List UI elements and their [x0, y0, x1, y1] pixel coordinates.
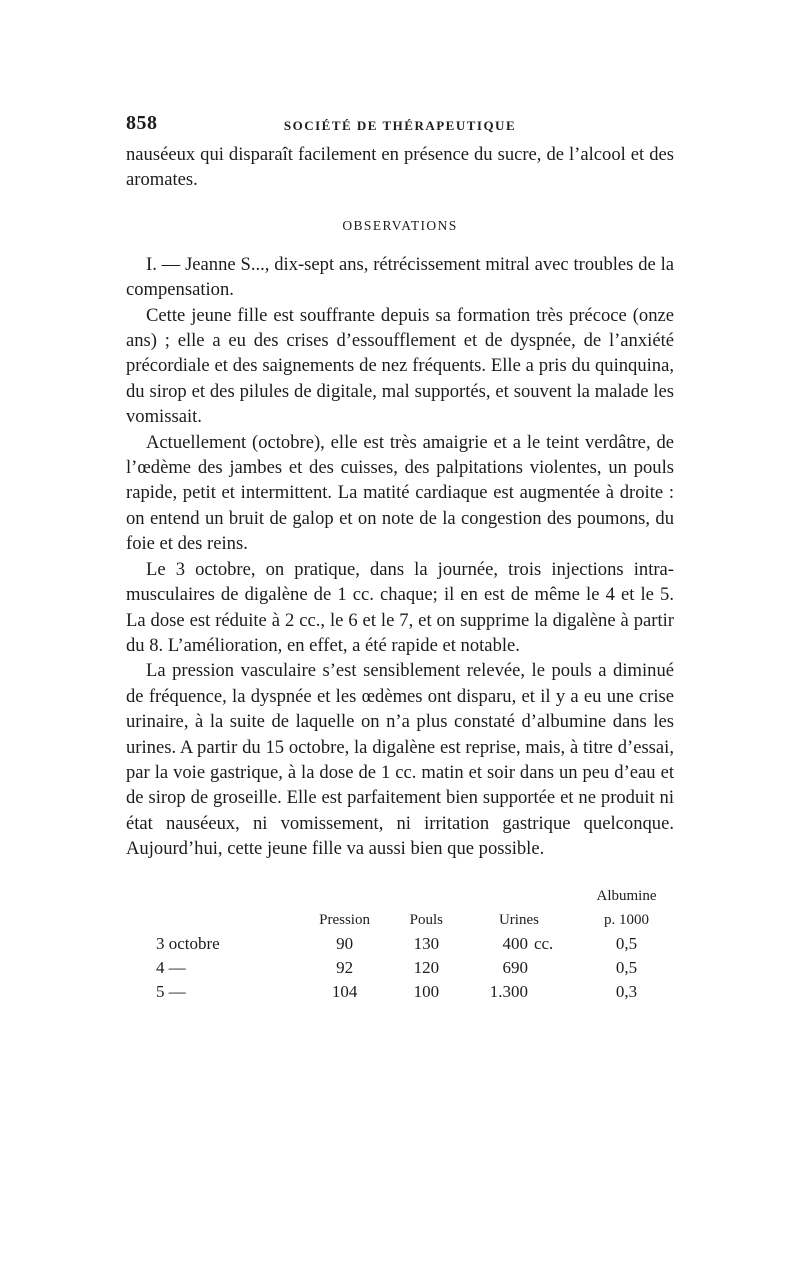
column-header-pression: Pression — [319, 911, 370, 928]
urines-unit: cc. — [533, 933, 554, 953]
page-header — [126, 112, 674, 142]
case-heading: I. — Jeanne S..., dix-sept ans, rétrécissement mitral avec troubles de la compensation. — [126, 253, 674, 301]
column-header-urines: Urines — [498, 911, 539, 928]
column-header-per-1000: p. 1000 — [604, 911, 650, 928]
body-paragraph: La pression vasculaire s’est sensiblement relevée, le pouls a diminué de fréquence, la dyspnée et les œdèmes ont disparu, et il y a eu une crise urinaire, à la suite de laquelle on n’a plus constaté d’albumine dans les urines. A partir du 15 octobre, la digalène est reprise, mais, à titre d’essai, par la voie gastrique, à la dose de 1 cc. matin et soir dans un peu d’eau et de sirop de groseille. Elle est parfaitement bien supportée et ne produit ni état nauséeux, ni vomissement, ni irritation gastrique quelconque. Aujourd’hui, cette jeune fille va aussi bien que possible. — [126, 660, 674, 860]
body-paragraph: Actuellement (octobre), elle est très amaigrie et a le teint verdâtre, de l’œdème des jambes et des cuisses, des palpitations violentes, un pouls rapide, petit et intermittent. La matité cardiaque est augmentée à droite : on entend un bruit de galop et on note de la congestion des poumons, du foie et des reins. — [126, 431, 674, 555]
row-albumine: 0,5 — [615, 933, 638, 953]
row-date: 5 — — [156, 981, 186, 1001]
page-number: 858 — [126, 112, 158, 134]
urines-value: 690 — [502, 957, 528, 977]
column-header-albumine: Albumine — [596, 887, 657, 904]
row-date: 3 octobre — [156, 933, 220, 953]
row-urines — [459, 932, 579, 956]
book-page — [126, 112, 674, 1004]
row-pression: 92 — [336, 957, 354, 977]
urines-value: 400 — [502, 933, 528, 953]
table-row — [126, 956, 674, 980]
row-pression: 90 — [336, 933, 354, 953]
body-paragraph: Cette jeune fille est souffrante depuis sa formation très précoce (onze ans) ; elle a eu des crises d’essoufflement et de dyspnée, de l’anxiété précordiale et des saignements de nez fréquents. Elle a pris du quinquina, du sirop et des pilules de digitale, mal supportés, et souvent la malade les vomissait. — [126, 304, 674, 428]
observation-table — [126, 884, 674, 1004]
row-pouls: 100 — [413, 981, 440, 1001]
row-pouls: 120 — [413, 957, 440, 977]
table-header-row — [126, 908, 674, 932]
table-header-row-top — [126, 884, 674, 908]
table-row — [126, 980, 674, 1004]
row-urines — [459, 980, 579, 1004]
row-albumine: 0,3 — [615, 981, 638, 1001]
row-date: 4 — — [156, 957, 186, 977]
row-pouls: 130 — [413, 933, 440, 953]
row-albumine: 0,5 — [615, 957, 638, 977]
section-title: OBSERVATIONS — [342, 217, 458, 233]
row-pression: 104 — [331, 981, 358, 1001]
running-head: SOCIÉTÉ DE THÉRAPEUTIQUE — [283, 118, 517, 133]
table-row — [126, 932, 674, 956]
urines-value: 1.300 — [489, 981, 528, 1001]
row-urines — [459, 956, 579, 980]
column-header-pouls: Pouls — [409, 911, 444, 928]
continuation-paragraph: nauséeux qui disparaît facilement en présence du sucre, de l’alcool et des aromates. — [126, 144, 674, 191]
body-paragraph: Le 3 octobre, on pratique, dans la journée, trois injections intra-musculaires de digalène de 1 cc. chaque; il en est de même le 4 et le 5. La dose est réduite à 2 cc., le 6 et le 7, et on supprime la digalène à partir du 8. L’amélioration, en effet, a été rapide et notable. — [126, 558, 674, 656]
